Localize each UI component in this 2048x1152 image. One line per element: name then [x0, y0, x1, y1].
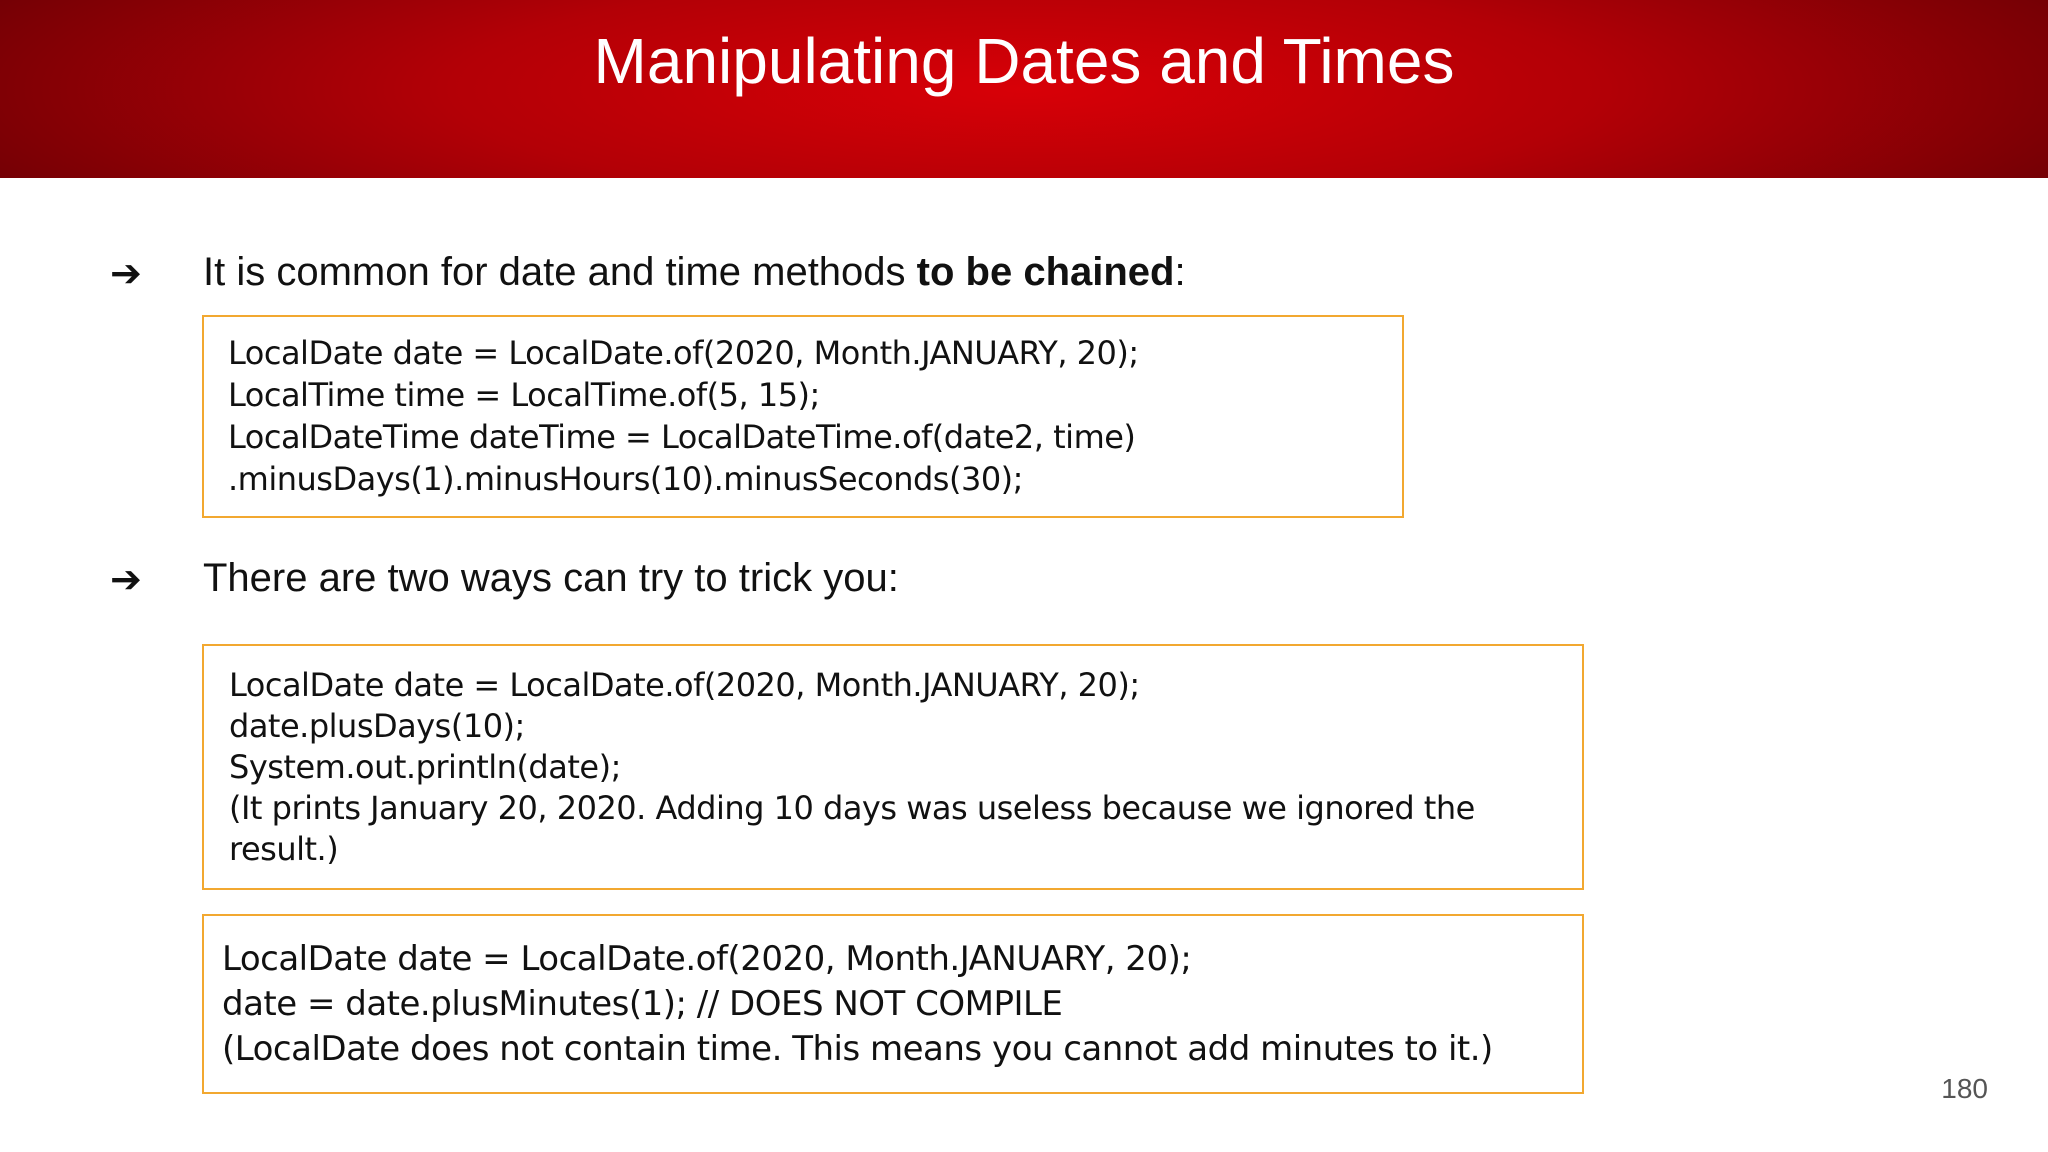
- code-line: date = date.plusMinutes(1); // DOES NOT COMPILE: [222, 984, 1063, 1024]
- page-number: 180: [1941, 1073, 1988, 1104]
- code-line: LocalDate date = LocalDate.of(2020, Month.JANUARY, 20);: [228, 334, 1139, 372]
- code-line: System.out.println(date);: [229, 748, 621, 786]
- code-line: .minusDays(1).minusHours(10).minusSeconds(30);: [228, 460, 1023, 498]
- code-box-chained: [202, 315, 1404, 518]
- code-line: (It prints January 20, 2020. Adding 10 days was useless because we ignored the: [229, 789, 1475, 827]
- code-line: LocalDate date = LocalDate.of(2020, Month.JANUARY, 20);: [222, 939, 1192, 979]
- bullet-text-trick: There are two ways can try to trick you:: [203, 556, 899, 600]
- slide-header: [0, 0, 2048, 178]
- code-line: LocalDateTime dateTime = LocalDateTime.of(date2, time): [228, 418, 1136, 456]
- bullet-text-prefix: It is common for date and time methods: [203, 250, 917, 294]
- bullet-text-bold: to be chained: [916, 250, 1175, 294]
- arrow-right-icon: ➔: [110, 557, 142, 601]
- code-line: LocalDate date = LocalDate.of(2020, Month.JANUARY, 20);: [229, 666, 1140, 704]
- code-line: LocalTime time = LocalTime.of(5, 15);: [228, 376, 820, 414]
- bullet-text-chained: [203, 249, 1186, 295]
- code-box-no-compile: [202, 914, 1584, 1094]
- code-line: result.): [229, 830, 339, 868]
- arrow-right-icon: ➔: [110, 251, 142, 295]
- slide-title: Manipulating Dates and Times: [593, 25, 1455, 97]
- code-line: (LocalDate does not contain time. This means you cannot add minutes to it.): [222, 1029, 1493, 1069]
- code-line: date.plusDays(10);: [229, 707, 525, 745]
- bullet-text-suffix: :: [1174, 250, 1186, 294]
- code-box-immutable: [202, 644, 1584, 890]
